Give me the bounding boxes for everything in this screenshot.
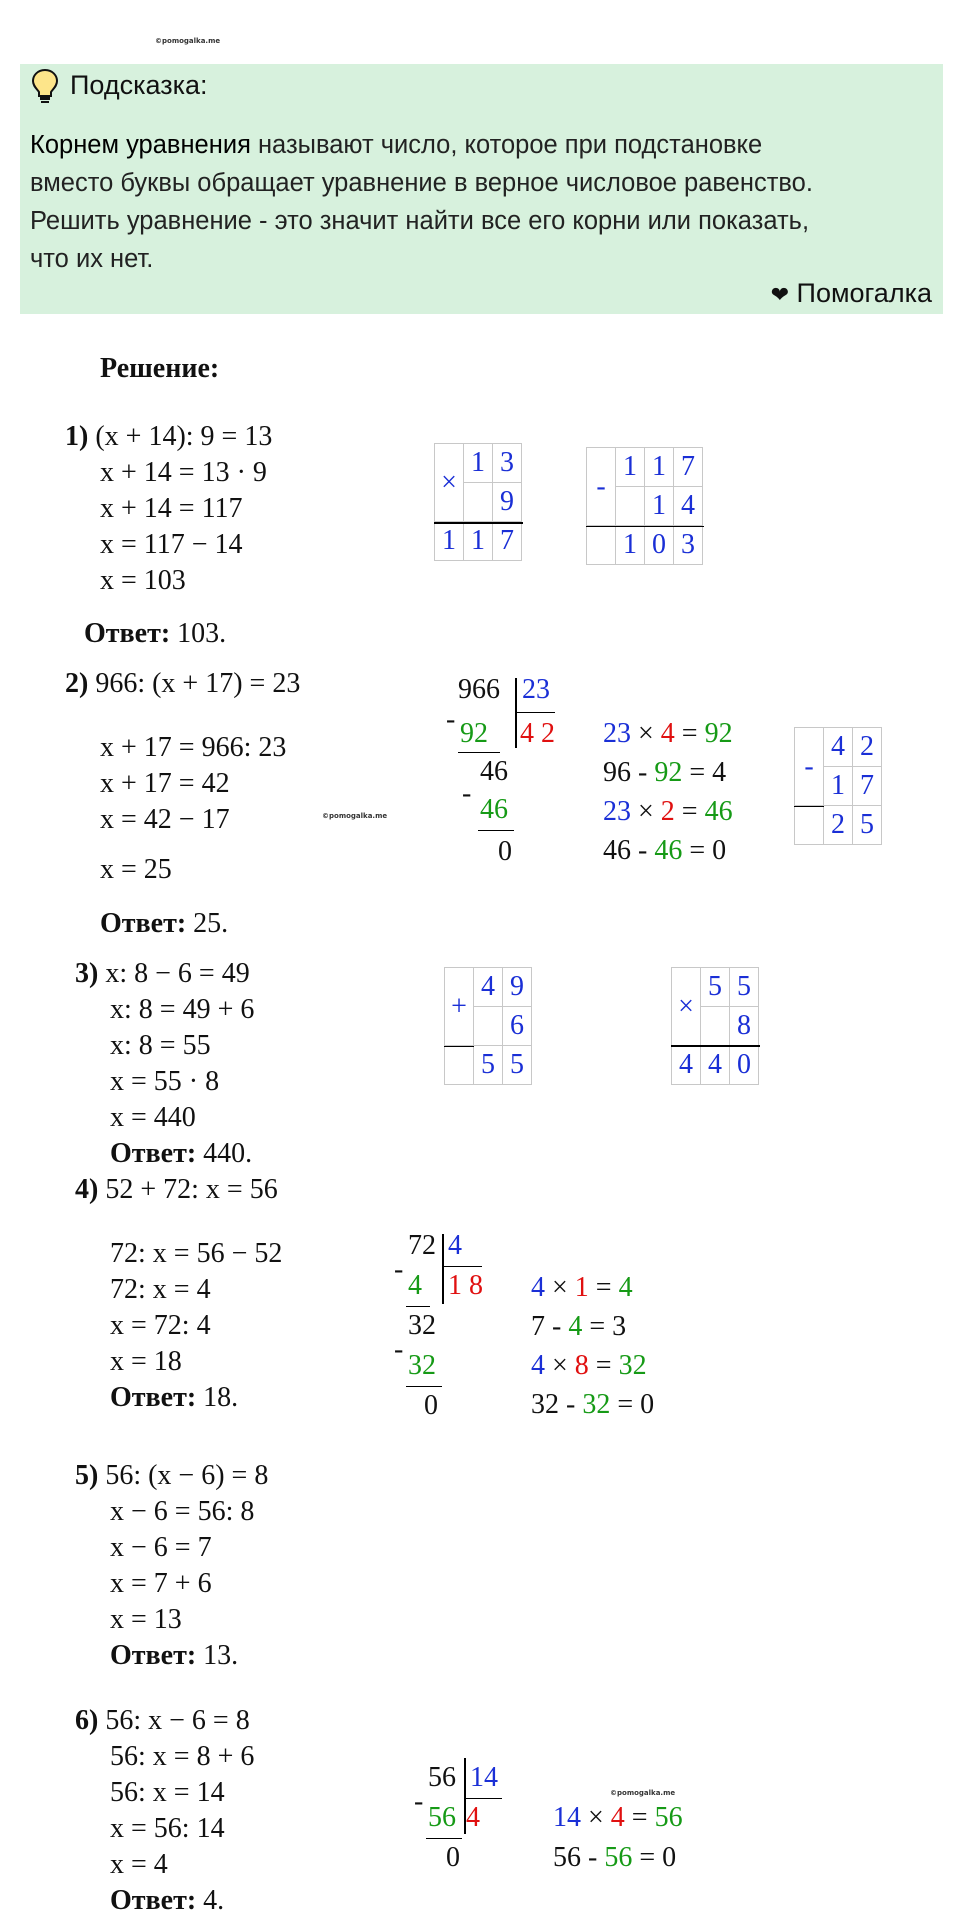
hint-title: Подсказка:	[70, 70, 208, 100]
problem-2-result: x = 25	[100, 854, 172, 885]
p6-quotient: 4	[466, 1802, 480, 1833]
p4-minus: -	[394, 1254, 404, 1285]
p6-minus: -	[414, 1786, 424, 1817]
p3-multiplication: × 5 5 8 4 4 0	[671, 967, 759, 1085]
problem-4: 4) 52 + 72: x = 56	[75, 1174, 278, 1205]
watermark: ©pomogalka.me	[322, 812, 388, 820]
p2-sub2: 46	[480, 794, 508, 825]
problem-4-answer: Ответ: 18.	[110, 1382, 239, 1413]
p2-minus: -	[462, 778, 472, 809]
p4-sub2: 32	[408, 1350, 436, 1381]
p6-check-row: 14 × 4 = 56	[553, 1802, 683, 1833]
p1-subtraction: - 1 1 7 1 4 1 0 3	[586, 447, 703, 565]
p4-sub1: 4	[408, 1270, 422, 1301]
p4-quotient: 1 8	[448, 1270, 483, 1301]
p4-divisor: 4	[448, 1230, 462, 1261]
brand-label: ❤ Помогалка	[770, 278, 932, 308]
problem-6: 6) 56: x − 6 = 8	[75, 1705, 250, 1736]
p2-quotient: 4 2	[520, 718, 555, 749]
p2-remainder: 0	[498, 836, 512, 867]
p4-check-row: 4 × 1 = 4	[531, 1272, 633, 1303]
p3-addition: + 4 9 6 5 5	[444, 967, 532, 1085]
p4-check-row: 4 × 8 = 32	[531, 1350, 647, 1381]
problem-3-answer: Ответ: 440.	[110, 1138, 253, 1169]
p6-remainder: 0	[446, 1842, 460, 1873]
lightbulb-icon	[30, 68, 60, 109]
p2-sub1: 92	[460, 718, 488, 749]
p2-subtraction: - 4 2 1 7 2 5	[794, 727, 882, 845]
p6-check-row: 56 - 56 = 0	[553, 1842, 677, 1873]
p2-check-row: 23 × 2 = 46	[603, 796, 733, 827]
p2-divisor: 23	[522, 674, 550, 705]
problem-5-answer: Ответ: 13.	[110, 1640, 239, 1671]
problem-5: 5) 56: (x − 6) = 8	[75, 1460, 269, 1491]
p4-remainder: 0	[424, 1390, 438, 1421]
problem-3: 3) x: 8 − 6 = 49	[75, 958, 250, 989]
hint-term: Корнем уравнения	[30, 131, 251, 159]
p6-divisor: 14	[470, 1762, 498, 1793]
problem-2-answer: Ответ: 25.	[100, 908, 229, 939]
p4-dividend: 72	[408, 1230, 436, 1261]
problem-3-steps: x: 8 = 49 + 6 x: 8 = 55 x = 55 · 8 x = 440	[110, 994, 255, 1133]
problem-5-steps: x − 6 = 56: 8 x − 6 = 7 x = 7 + 6 x = 13	[110, 1496, 255, 1635]
p6-dividend: 56	[428, 1762, 456, 1793]
solution-title: Решение:	[100, 353, 220, 384]
p2-check-row: 46 - 46 = 0	[603, 835, 727, 866]
p1-multiplication: × 1 3 9 1 1 7	[434, 443, 522, 561]
p2-minus: -	[446, 704, 456, 735]
p2-check-row: 96 - 92 = 4	[603, 757, 727, 788]
watermark: ©pomogalka.me	[155, 37, 221, 45]
problem-2-steps: x + 17 = 966: 23 x + 17 = 42 x = 42 − 17	[100, 732, 287, 835]
problem-1-answer: Ответ: 103.	[84, 618, 227, 649]
p2-dividend: 966	[458, 674, 500, 705]
p4-check-row: 7 - 4 = 3	[531, 1311, 627, 1342]
watermark: ©pomogalka.me	[610, 1789, 676, 1797]
hint-text: Корнем уравнения называют число, которое при подстановке вместо буквы обращает уравнение в верное числовое равенство. Решить уравнение - это значит найти все его корни или показать, что их нет.	[30, 131, 813, 273]
problem-4-steps: 72: x = 56 − 52 72: x = 4 x = 72: 4 x = 18	[110, 1238, 283, 1377]
p2-rest1: 46	[480, 756, 508, 787]
p4-check-row: 32 - 32 = 0	[531, 1389, 655, 1420]
problem-1: 1) (x + 14): 9 = 13	[65, 421, 273, 452]
p6-sub1: 56	[428, 1802, 456, 1833]
p4-rest1: 32	[408, 1310, 436, 1341]
problem-6-steps: 56: x = 8 + 6 56: x = 14 x = 56: 14 x = 4	[110, 1741, 255, 1880]
problem-6-answer: Ответ: 4.	[110, 1885, 225, 1916]
problem-2: 2) 966: (x + 17) = 23	[65, 668, 301, 699]
problem-1-steps: x + 14 = 13 · 9 x + 14 = 117 x = 117 − 14 x = 103	[100, 457, 267, 596]
p4-minus: -	[394, 1334, 404, 1365]
heart-icon: ❤	[770, 282, 790, 307]
p2-check-row: 23 × 4 = 92	[603, 718, 733, 749]
